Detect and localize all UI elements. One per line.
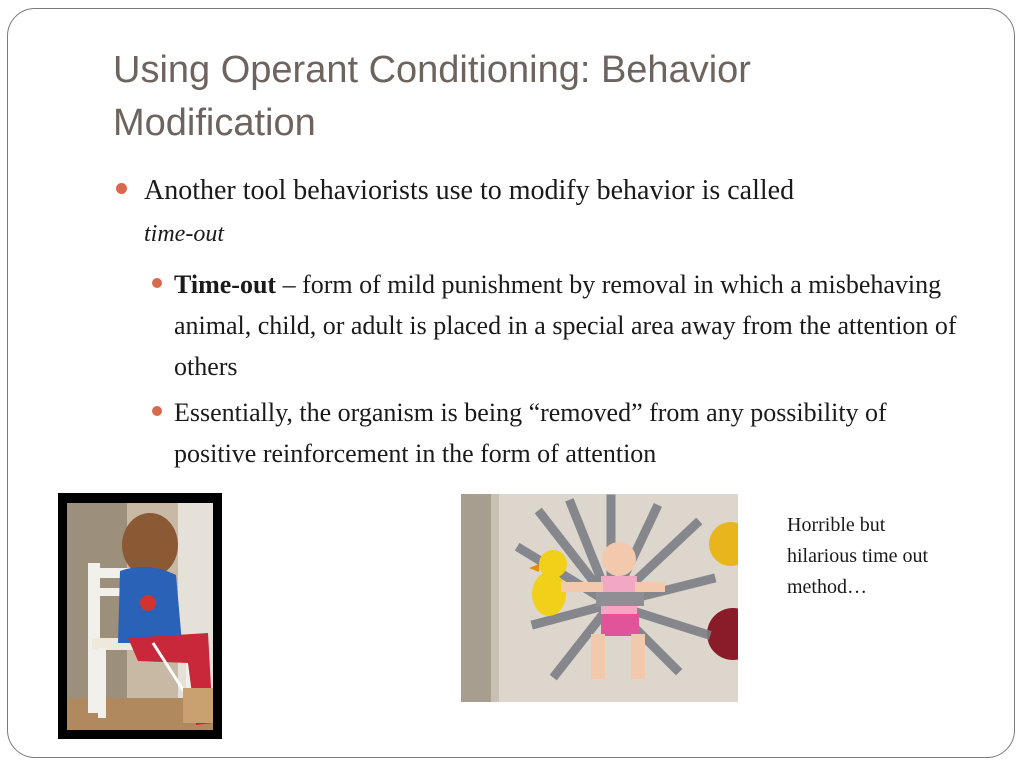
bullet-term: Time-out [174,270,277,299]
bullet-time-out-definition [174,264,964,387]
bullet-text: – form of mild punishment by removal in which a misbehaving animal, child, or adult is placed in a special area away from the attention of others [174,270,957,381]
bullet-dot-icon [152,278,162,288]
photo-child-in-corner [58,493,222,739]
photo-baby-taped-to-wall [461,494,738,702]
slide-title: Using Operant Conditioning: Behavior Modification [113,49,751,144]
bullet-text: Another tool behaviorists use to modify behavior is called [144,175,795,206]
child-corner-illustration [58,493,222,739]
photo-caption: Horrible but hilarious time out method… [787,514,929,598]
baby-wall-illustration [461,494,738,702]
bullet-dot-icon [152,406,162,416]
bullet-term: time-out [144,221,224,247]
bullet-tool-intro [144,170,944,255]
bullet-dot-icon [116,183,127,194]
bullet-text: Essentially, the organism is being “removed” from any possibility of positive reinforcement in the form of attention [174,398,887,468]
bullet-removed-explanation [174,392,974,474]
